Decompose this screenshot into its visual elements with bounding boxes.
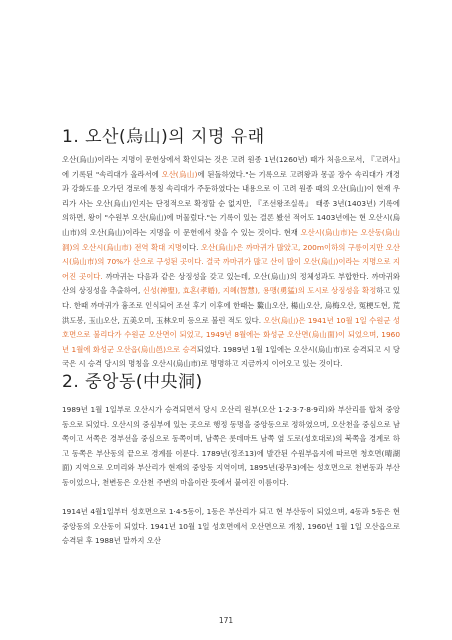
section-2-paragraph-2: 1914년 4월1일부터 성호면으로 1·4·5동이, 1동은 부산리가 되고 현 부산동이 되었으며, 4동과 5동은 현 중앙동의 오산동이 되었다. 1941년 10월 1일 성호면에서 오산면으로 개칭, 1960년 1월 1일 오산읍으로 승격된 후 1988년 말까지 오산 xyxy=(62,507,400,546)
body-text: 하고 있다. 한때 까마귀가 흉조로 인식되어 조선 후기 이후에 한때는 鰲山오산, 楊山오산, 烏梅오산, 冤梗도현, 荒洪도봉, 玉山오산, 五美오미, 玉林오미 등으로 불린 적도 있다. xyxy=(62,286,401,325)
section-2-title: 2. 중앙동(中央洞) xyxy=(62,372,203,392)
highlighted-text: 오산(烏山)은 까마귀가 많았고, 200m이하의 구릉이지만 오산시(烏山市)의 70%가 산으로 구성된 곳이다. 결국 까마귀가 많고 산이 많이 오산(烏山)이라는 지명으로 지어진 곳이다. xyxy=(62,242,400,281)
page-number: 171 xyxy=(218,616,234,625)
section-1-paragraph xyxy=(62,153,400,372)
highlighted-text: 신성(神聖), 효혼(孝婚), 지혜(智慧), 용맹(勇猛)의 도시로 상징성을 확정 xyxy=(142,286,377,296)
highlighted-text: 오산(烏山) xyxy=(161,169,198,179)
highlighted-text: 오산시(烏山市)는 오산동(烏山洞)의 오산시(烏山市) 전역 확대 지명 xyxy=(62,227,400,252)
highlighted-text: 오산(烏山)은 1941년 10월 1일 수원군 성호면으로 불리다가 수원군 오산면이 되었고, 1949년 8월에는 화성군 오산면(烏山面)이 되었으며, 1960년 1월에 화성군 오산읍(烏山邑)으로 승격 xyxy=(62,315,400,354)
body-text: 이다. xyxy=(181,242,201,252)
body-text: 오산(烏山)이라는 지명이 문헌상에서 확인되는 것은 고려 원종 1년(1260년) 때가 처음으로서, 『고려사』에 기록된 "속리대가 올라서에 xyxy=(62,155,400,179)
section-1-title: 1. 오산(烏山)의 지명 유래 xyxy=(62,127,265,147)
section-2-paragraph-1: 1989년 1월 1일부로 오산시가 승격되면서 당시 오산리 원부(오산 1·2·3·7·8·9리)와 부산리를 합쳐 중앙동으로 되었다. 오산시의 중심부에 있는 곳으로 행정 동명을 중앙동으로 정하였으며, 오산천을 중심으로 남쪽이고 서쪽은 경부선을 중심으로 동쪽이며, 남쪽은 롯데마트 남쪽 옆 도로(성호대로)의 북쪽을 경계로 하고 동쪽은 부산동의 끝으로 경계를 이룬다. 1789년(정조13)에 발간된 수원부읍지에 따르면 청호면(晴湖面) 지역으로 오미리와 부산리가 현재의 중앙동 지역이며, 1895년(광무3)에는 성호면으로 천변동과 부산동이었으나, 천변동은 오산천 주변의 마을이란 뜻에서 붙여진 이름이다. xyxy=(62,405,400,487)
body-text: 되었다. 1989년 1월 1일에는 오산시(烏山市)로 승격되고 시 당국은 시 승격 당시의 명칭을 오산시(烏山市)로 명명하고 지금까지 이어오고 있는 것이다. xyxy=(62,344,400,369)
body-text: 까마귀는 다음과 같은 상징성을 갖고 있는데, 오산(烏山)의 정체성과도 부합한다. 까마귀와 산의 상징성을 추출하여, xyxy=(62,271,400,296)
body-text: 에 된돌하였다."는 기록으로 고려왕과 몽골 장수 속리대가 개경과 강화도를 오가던 경로에 통칭 속리대가 주둔하였다는 내용으로 이 고려 원종 때의 오산(烏山)이 현재 우리가 사는 오산(烏山)인지는 단정적으로 확정할 순 없지만, 『조선왕조실록』 태종 3년(1403년) 기록에 의하면, 왕이 "수원부 오산(烏山)에 머물렀다."는 기록이 있는 결론 봤선 적어도 1403년에는 현 오산시(烏山市)의 오산(烏山)이라는 지명을 이 문헌에서 찾을 수 있는 것이다. 현재 xyxy=(62,169,400,237)
